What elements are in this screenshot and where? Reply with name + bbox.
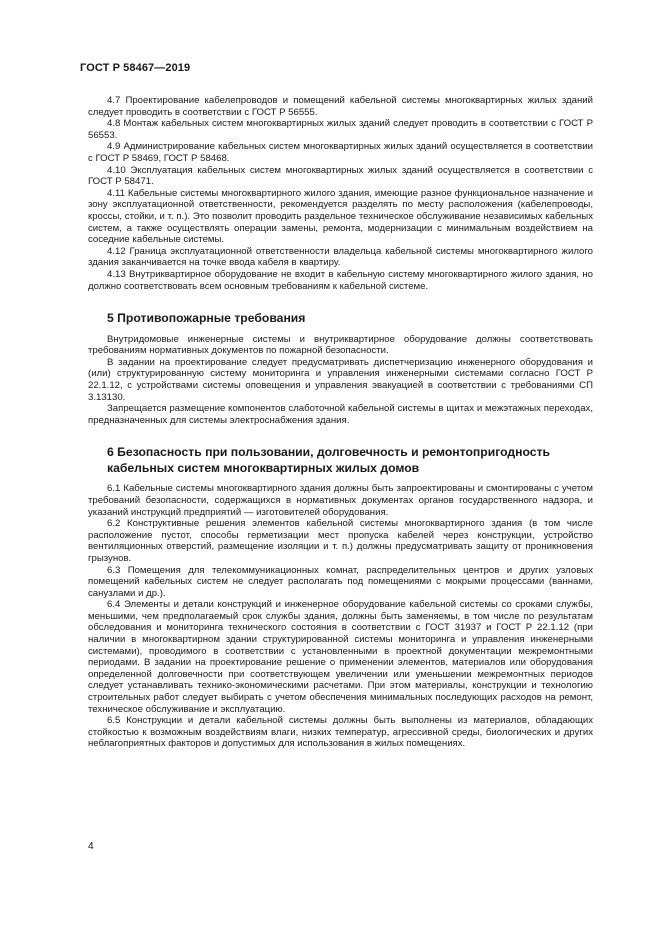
page-content [88,95,593,750]
section-5-title: 5 Противопожарные требования [107,311,306,326]
paragraph-4-11: 4.11 Кабельные системы многоквартирного жилого здания, имеющие разное функциональное назначение и зону эксплуатационной ответственности, рекомендуется разделять по месту расположения (кабелепроводы, кроссы, стойки, и т. п.). Это позволит проводить раздельное техническое обслуживание независимых кабельных систем, а также осуществлять операции замены, ремонта, модернизации с минимальным воздействием на соседние кабельные системы. [88,187,593,246]
paragraph-4-10: 4.10 Эксплуатация кабельных систем многоквартирных жилых зданий осуществляется в соответствии с ГОСТ Р 58471. [88,164,593,188]
paragraph-6-1: 6.1 Кабельные системы многоквартирного здания должны быть запроектированы и смонтированы с учетом требований безопасности, содержащихся в нормативных документах органов государственного надзора, и указаний инструкций предприятий — изготовителей оборудования. [88,483,593,518]
paragraph-4-8: 4.8 Монтаж кабельных систем многоквартирных жилых зданий следует проводить в соответствии с ГОСТ Р 56553. [88,118,593,141]
paragraph-4-13: 4.13 Внутриквартирное оборудование не входит в кабельную систему многоквартирного жилого здания, но должно соответствовать всем основным требованиям к кабельной системе. [88,268,593,292]
paragraph-6-2: 6.2 Конструктивные решения элементов кабельной системы многоквартирного здания (в том числе расположение пустот, способы герметизации мест пропуска кабелей через конструкции, устройство вентиляционных отверстий, размещение изоляции и т. п.) должны предусматривать защиту от проникновения грызунов. [88,518,593,564]
paragraph-6-5: 6.5 Конструкции и детали кабельной системы должны быть выполнены из материалов, обладающих стойкостью к возможным воздействиям влаги, низких температур, агрессивной среды, биологических и других неблагоприятных факторов и допустимых для использования в жилых помещениях. [88,715,593,750]
section-6-title: 6 Безопасность при пользовании, долговечность и ремонтопригодность кабельных систем многоквартирных жилых домов [107,445,551,475]
paragraph-5-3: Запрещается размещение компонентов слаботочной кабельной системы в щитах и межэтажных переходах, предназначенных для системы электроснабжения здания. [88,403,593,426]
paragraph-6-3: 6.3 Помещения для телекоммуникационных комнат, распределительных центров и других узловых помещений кабельных систем не следует располагать под помещениями с мокрыми процессами (ваннами, санузлами и др.). [88,564,593,599]
page-number: 4 [88,841,94,852]
document-code-header: ГОСТ Р 58467—2019 [80,62,191,74]
paragraph-4-9: 4.9 Администрирование кабельных систем многоквартирных жилых зданий осуществляется в соответствии с ГОСТ Р 58469, ГОСТ Р 58468. [88,141,593,164]
paragraph-4-7: 4.7 Проектирование кабелепроводов и помещений кабельной системы многоквартирных жилых зданий следует проводить в соответствии с ГОСТ Р 56555. [88,95,593,118]
paragraph-6-4: 6.4 Элементы и детали конструкций и инженерное оборудование кабельной системы со сроками службы, меньшими, чем предполагаемый срок службы здания, должны быть заменяемы, в том числе по результатам обследования и мониторинга технического состояния в соответствии с ГОСТ 31937 и ГОСТ Р 22.1.12 (при наличии в многоквартирном здании структурированной системы мониторинга и управления инженерными системами), проводимого в соответствии с установленными в проектной документации межремонтными периодами. В задании на проектирование решение о применении элементов, материалов или оборудования определенной долговечности при соответствующем увеличении или уменьшении межремонтных периодов следует устанавливать технико-экономическими расчетами. При этом материалы, конструкции и технологию строительных работ следует выбирать с учетом обеспечения минимальных последующих расходов на ремонт, техническое обслуживание и эксплуатацию. [88,599,593,715]
paragraph-4-12: 4.12 Граница эксплуатационной ответственности владельца кабельной системы многоквартирного жилого здания заканчивается на точке ввода кабеля в квартиру. [88,245,593,269]
paragraph-5-1: Внутридомовые инженерные системы и внутриквартирное оборудование должны соответствовать требованиям нормативных документов по пожарной безопасности. [88,333,593,357]
paragraph-5-2: В задании на проектирование следует предусматривать диспетчеризацию инженерного оборудования и (или) структурированную систему мониторинга и управления инженерными системами согласно ГОСТ Р 22.1.12, с устройствами системы оповещения и управления эвакуацией в соответствии с требованиями СП 3.13130. [88,356,593,403]
